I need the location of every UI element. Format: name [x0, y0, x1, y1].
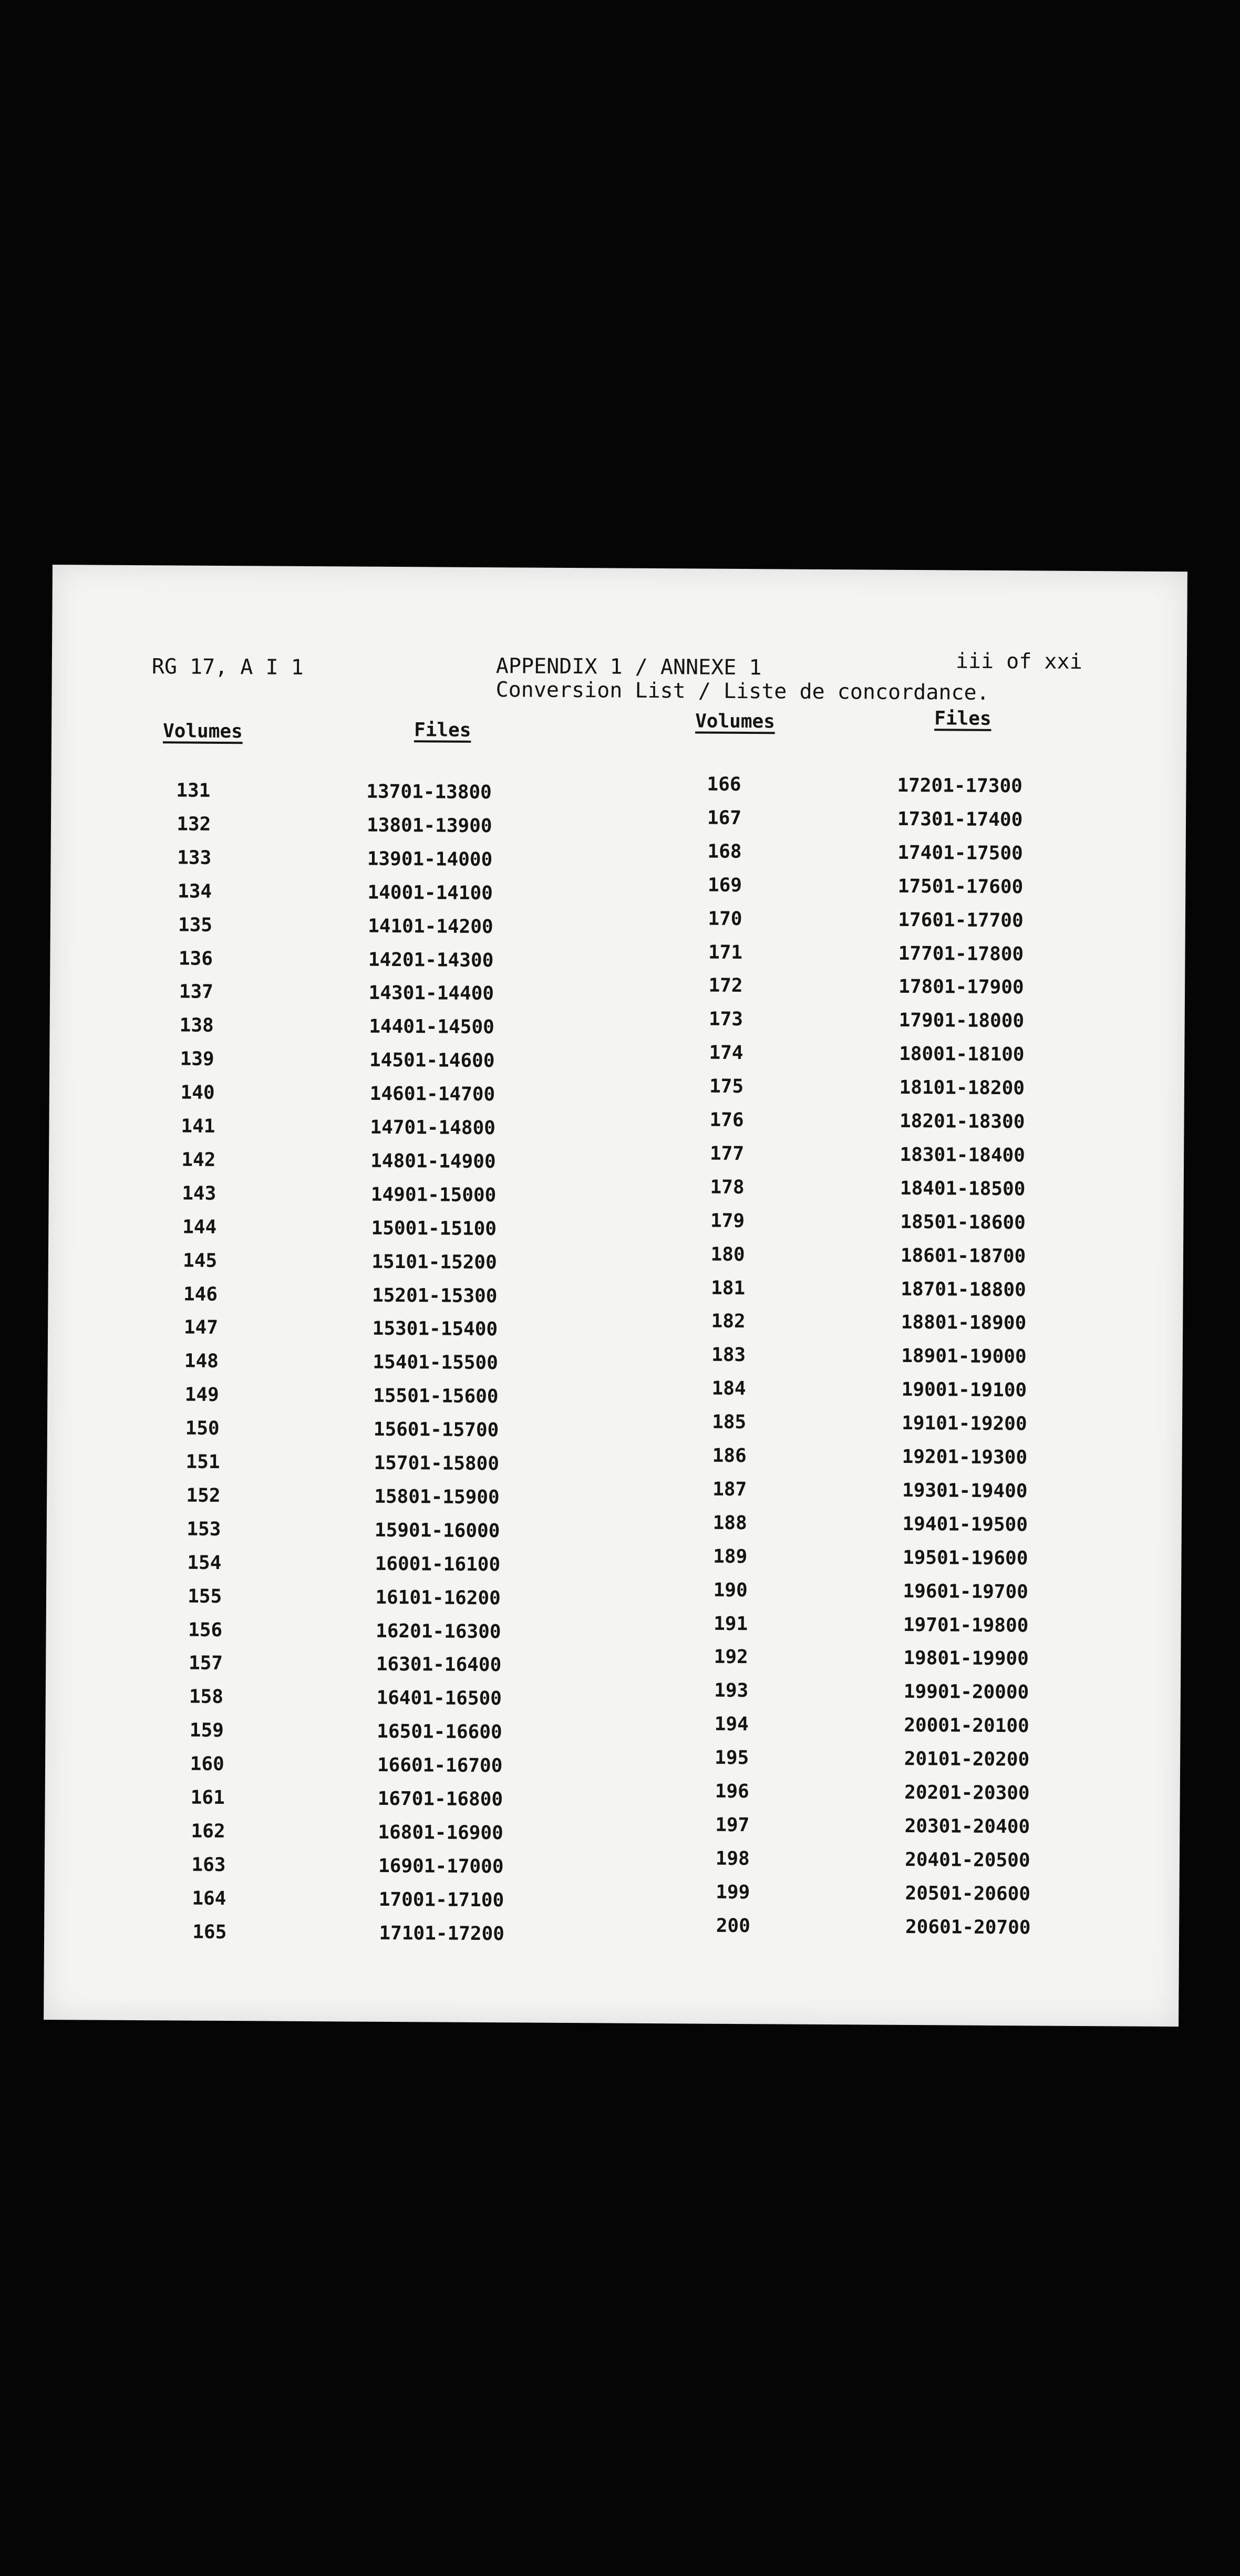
- file-range: 20601-20700: [905, 1916, 1031, 1939]
- file-range: 15001-15100: [371, 1217, 497, 1240]
- file-range: 15501-15600: [373, 1385, 499, 1408]
- volume-number: 180: [710, 1243, 745, 1265]
- volume-number: 190: [713, 1579, 748, 1601]
- volume-number: 145: [182, 1250, 218, 1272]
- volume-number: 171: [708, 941, 743, 963]
- right-files-header: Files: [934, 708, 991, 730]
- volume-number: 138: [179, 1014, 214, 1037]
- volume-number: 165: [192, 1921, 227, 1943]
- file-range: 17001-17100: [378, 1888, 504, 1911]
- file-range: 20201-20300: [904, 1781, 1030, 1804]
- file-range: 14401-14500: [369, 1015, 494, 1038]
- volume-number: 178: [710, 1176, 745, 1198]
- volume-number: 156: [188, 1619, 223, 1641]
- file-range: 19101-19200: [902, 1412, 1027, 1435]
- file-range: 20301-20400: [904, 1815, 1030, 1838]
- volume-number: 198: [715, 1847, 750, 1869]
- volume-number: 136: [178, 947, 213, 970]
- volume-number: 140: [180, 1082, 215, 1104]
- file-range: 19201-19300: [902, 1446, 1028, 1469]
- left-volumes-header: Volumes: [162, 720, 243, 743]
- volume-number: 143: [182, 1182, 216, 1204]
- volume-number: 191: [714, 1613, 748, 1635]
- file-range: 15601-15700: [373, 1418, 499, 1441]
- volume-number: 131: [176, 780, 211, 802]
- record-group-reference: RG 17, A I 1: [151, 655, 304, 680]
- volume-number: 149: [184, 1384, 219, 1406]
- volume-number: 182: [711, 1311, 746, 1333]
- volume-number: 135: [178, 914, 213, 936]
- volume-number: 169: [707, 874, 742, 896]
- volume-number: 172: [708, 975, 743, 997]
- file-range: 17201-17300: [897, 774, 1023, 797]
- volume-number: 159: [189, 1719, 224, 1742]
- volume-number: 150: [185, 1417, 220, 1440]
- file-range: 17301-17400: [897, 808, 1023, 831]
- volume-number: 196: [715, 1780, 749, 1803]
- file-range: 15901-16000: [374, 1519, 500, 1542]
- volume-number: 148: [184, 1350, 219, 1373]
- volume-number: 167: [707, 807, 742, 829]
- volume-number: 141: [181, 1115, 215, 1137]
- volume-number: 153: [187, 1518, 221, 1540]
- file-range: 14601-14700: [369, 1083, 495, 1106]
- volume-number: 194: [714, 1713, 749, 1736]
- file-range: 16701-16800: [377, 1788, 503, 1811]
- file-range: 13901-14000: [367, 848, 493, 870]
- volume-number: 188: [712, 1512, 747, 1534]
- file-range: 18201-18300: [899, 1110, 1025, 1133]
- file-range: 15801-15900: [374, 1486, 500, 1509]
- file-range: 18001-18100: [899, 1043, 1025, 1066]
- volume-number: 142: [181, 1149, 216, 1171]
- volume-number: 183: [711, 1344, 746, 1366]
- file-range: 15701-15800: [374, 1452, 500, 1475]
- volume-number: 200: [716, 1915, 750, 1937]
- file-range: 17701-17800: [898, 942, 1024, 965]
- volume-number: 160: [190, 1753, 224, 1775]
- file-range: 15301-15400: [372, 1318, 498, 1341]
- volume-number: 158: [189, 1686, 224, 1708]
- file-range: 17601-17700: [898, 909, 1024, 931]
- volume-number: 139: [180, 1048, 214, 1071]
- file-range: 14101-14200: [368, 915, 493, 938]
- file-range: 17801-17900: [898, 976, 1024, 999]
- volume-number: 166: [707, 773, 741, 796]
- file-range: 19301-19400: [902, 1479, 1028, 1502]
- volume-number: 161: [190, 1786, 225, 1809]
- file-range: 14501-14600: [369, 1049, 495, 1072]
- file-range: 17501-17600: [897, 875, 1024, 898]
- file-range: 19401-19500: [902, 1513, 1028, 1536]
- file-range: 20001-20100: [904, 1715, 1029, 1737]
- file-range: 16801-16900: [378, 1821, 503, 1844]
- file-range: 15101-15200: [371, 1251, 497, 1273]
- file-range: 16601-16700: [377, 1754, 503, 1777]
- file-range: 18901-19000: [901, 1345, 1027, 1368]
- file-range: 19701-19800: [903, 1614, 1029, 1636]
- volume-number: 176: [709, 1109, 744, 1131]
- volume-number: 163: [191, 1854, 226, 1876]
- volume-number: 175: [709, 1075, 744, 1098]
- file-range: 15401-15500: [373, 1352, 498, 1374]
- file-range: 16201-16300: [375, 1620, 501, 1643]
- volume-number: 132: [177, 813, 211, 835]
- volume-number: 187: [712, 1478, 747, 1500]
- volume-number: 173: [708, 1008, 743, 1031]
- volume-number: 133: [177, 847, 212, 869]
- volume-number: 185: [712, 1411, 747, 1434]
- file-range: 13801-13900: [366, 814, 492, 837]
- file-range: 14001-14100: [367, 881, 493, 904]
- file-range: 18601-18700: [900, 1244, 1026, 1267]
- file-range: 16501-16600: [377, 1720, 502, 1743]
- volume-number: 195: [715, 1747, 749, 1769]
- volume-number: 144: [182, 1216, 217, 1238]
- file-range: 18101-18200: [899, 1076, 1025, 1099]
- left-files-header: Files: [414, 719, 471, 741]
- file-range: 14701-14800: [370, 1116, 496, 1139]
- file-range: 14201-14300: [368, 949, 494, 971]
- volume-number: 147: [183, 1316, 219, 1339]
- volume-number: 137: [179, 981, 213, 1003]
- file-range: 19001-19100: [901, 1379, 1027, 1401]
- volume-number: 170: [708, 908, 742, 930]
- file-range: 17101-17200: [379, 1922, 505, 1945]
- volume-number: 168: [707, 840, 742, 863]
- volume-number: 197: [715, 1814, 750, 1836]
- volume-number: 189: [713, 1545, 748, 1567]
- page-number: iii of xxi: [955, 649, 1082, 674]
- volume-number: 192: [714, 1646, 748, 1668]
- volume-number: 134: [177, 880, 212, 902]
- file-range: 19601-19700: [903, 1580, 1029, 1603]
- file-range: 15201-15300: [371, 1284, 498, 1307]
- volume-number: 155: [188, 1585, 222, 1607]
- file-range: 17401-17500: [897, 842, 1023, 865]
- right-volumes-header: Volumes: [695, 710, 776, 733]
- file-range: 20401-20500: [905, 1848, 1030, 1872]
- file-range: 16001-16100: [375, 1553, 501, 1575]
- volume-number: 152: [186, 1484, 221, 1507]
- file-range: 20101-20200: [904, 1748, 1030, 1771]
- volume-number: 179: [710, 1210, 745, 1232]
- volume-number: 164: [192, 1887, 226, 1909]
- file-range: 14901-15000: [370, 1183, 497, 1206]
- document-page: [44, 565, 1187, 2027]
- volume-number: 174: [709, 1042, 743, 1064]
- file-range: 16901-17000: [378, 1855, 504, 1878]
- volume-number: 151: [185, 1451, 220, 1473]
- volume-number: 199: [716, 1881, 750, 1903]
- file-range: 19801-19900: [903, 1647, 1029, 1670]
- volume-number: 162: [191, 1820, 225, 1842]
- appendix-title: APPENDIX 1 / ANNEXE 1: [495, 654, 762, 680]
- file-range: 16401-16500: [376, 1687, 502, 1710]
- volume-number: 181: [710, 1277, 746, 1299]
- file-range: 19501-19600: [902, 1546, 1028, 1570]
- volume-number: 154: [187, 1552, 222, 1574]
- file-range: 19901-20000: [903, 1681, 1029, 1704]
- volume-number: 177: [709, 1142, 745, 1165]
- volume-number: 184: [711, 1377, 746, 1400]
- file-range: 14801-14900: [370, 1150, 496, 1173]
- volume-number: 157: [188, 1653, 223, 1675]
- file-range: 18501-18600: [900, 1211, 1026, 1234]
- file-range: 18401-18500: [900, 1177, 1026, 1200]
- file-range: 13701-13800: [366, 781, 492, 804]
- file-range: 17901-18000: [898, 1010, 1025, 1032]
- volume-number: 193: [714, 1680, 749, 1702]
- file-range: 20501-20600: [905, 1882, 1031, 1905]
- file-range: 18801-18900: [901, 1312, 1027, 1334]
- file-range: 16301-16400: [376, 1654, 502, 1676]
- appendix-subtitle: Conversion List / Liste de concordance.: [495, 678, 989, 705]
- file-range: 16101-16200: [375, 1586, 501, 1609]
- file-range: 18701-18800: [901, 1278, 1026, 1301]
- file-range: 18301-18400: [900, 1144, 1026, 1167]
- volume-number: 146: [183, 1283, 218, 1305]
- file-range: 14301-14400: [368, 982, 494, 1005]
- volume-number: 186: [712, 1445, 747, 1467]
